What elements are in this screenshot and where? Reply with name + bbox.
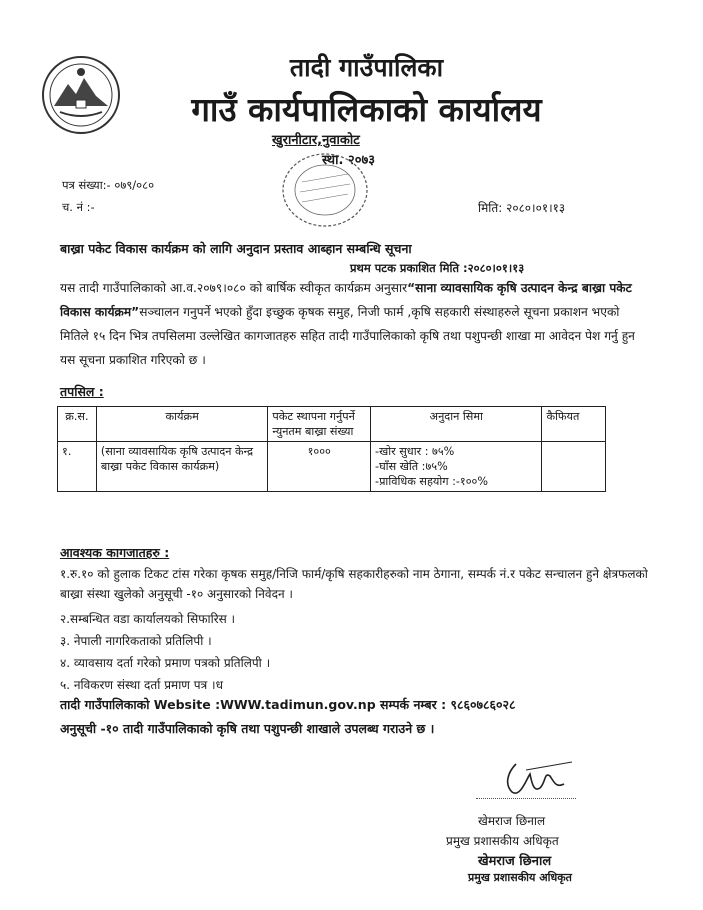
required-documents-heading: आवश्यक कागजातहरु : — [60, 545, 170, 560]
document-item: २.सम्बन्धित वडा कार्यालयको सिफारिस । — [60, 612, 236, 626]
name-stamp: खेमराज छिनाल — [478, 854, 552, 869]
cell-remarks — [542, 442, 606, 492]
office-title: गाउँ कार्यपालिकाको कार्यालय — [191, 90, 542, 129]
grant-item: -खोर सुधार : ७५% — [375, 445, 455, 458]
table-header-row — [58, 407, 606, 442]
website-contact-line: तादी गाउँपालिकाको Website :WWW.tadimun.gov.np सम्पर्क नम्बर : ९८६०७८६०२८ — [60, 697, 516, 712]
signer-title: प्रमुख प्रशासकीय अधिकृत — [446, 834, 559, 848]
office-seal-stamp — [270, 142, 380, 232]
signature-line — [476, 798, 576, 799]
table-row — [58, 442, 606, 492]
document-item: १.रु.१० को हुलाक टिकट टांस गरेका कृषक समुह/निजि फार्म/कृषि सहकारीहरुको नाम ठेगाना, सम्पर्क नं.र पकेट सन्चालन हुने क्षेत्रफलको बाख्रा संस्था खुलेको अनुसूची -१० अनुसारको निवेदन । — [60, 567, 648, 601]
notice-body — [60, 276, 640, 372]
header-grant-limit: अनुदान सिमा — [371, 407, 542, 442]
notice-body-rest: सञ्चालन गनुपर्ने भएको हुँदा इच्छुक कृषक समुह, निजी फार्म ,कृषि सहकारी संस्थाहरुले सूचना प्रकाशन भएको मितिले १५ दिन भित्र तपसिलमा उल्लेखित कागजातहरु सहित तादी गाउँपालिकाको कृषि तथा पशुपन्छी शाखा मा आवेदन पेश गर्नु हुन यस सूचना प्रकाशित गरिएको छ । — [60, 305, 635, 367]
cell-sn: १. — [58, 442, 97, 492]
published-date: प्रथम पटक प्रकाशित मिति :२०८०।०१।१३ — [350, 261, 525, 275]
details-table — [57, 406, 606, 492]
org-name: तादी गाउँपालिका — [289, 53, 444, 82]
letter-date: मिति: २०८०।०१।१३ — [478, 201, 566, 215]
annex-note-line: अनुसूची -१० तादी गाउँपालिकाको कृषि तथा पशुपन्छी शाखाले उपलब्ध गराउने छ । — [60, 721, 435, 736]
signer-name: खेमराज छिनाल — [478, 814, 546, 828]
established-year: स्था. २०७३ — [322, 153, 375, 168]
grant-item: -प्राविधिक सहयोग :-१००% — [375, 475, 489, 488]
cell-grant-limit — [371, 442, 542, 492]
header-program: कार्यक्रम — [96, 407, 268, 442]
notice-subject: बाख्रा पकेट विकास कार्यक्रम को लागि अनुदान प्रस्ताव आब्हान सम्बन्धि सूचना — [60, 241, 412, 256]
cell-program: (साना व्यावसायिक कृषि उत्पादन केन्द्र बाख्रा पकेट विकास कार्यक्रम) — [96, 442, 268, 492]
header-sn: क्र.स. — [58, 407, 97, 442]
document-item: ४. व्यावसाय दर्ता गरेको प्रमाण पत्रको प्रतिलिपी । — [60, 656, 271, 670]
header-min-goats: पकेट स्थापना गर्नुपर्ने न्युनतम बाख्रा संख्या — [268, 407, 371, 442]
header-remarks: कैफियत — [542, 407, 606, 442]
document-item: ५. नविकरण संस्था दर्ता प्रमाण पत्र ।ध — [60, 678, 223, 692]
document-item: ३. नेपाली नागरिकताको प्रतिलिपी । — [60, 634, 212, 648]
dispatch-number: च. नं :- — [62, 200, 95, 214]
reference-number: पत्र संख्या:- ०७९/०८० — [62, 178, 155, 192]
office-address: खुरानीटार,नुवाकोट — [272, 133, 360, 148]
notice-body-intro: यस तादी गाउँपालिकाको आ.व.२०७९।०८० को बार्षिक स्वीकृत कार्यक्रम अनुसार — [60, 281, 408, 295]
notice-program-name: “साना व्यावसायिक कृषि उत्पादन केन्द्र बाख्रा पकेट विकास कार्यक्रम” — [60, 281, 632, 319]
grant-item: -घाँस खेति :७५% — [375, 460, 448, 473]
handwritten-signature — [486, 758, 576, 802]
cell-min-goats: १००० — [268, 442, 371, 492]
details-heading: तपसिल : — [60, 384, 104, 399]
title-stamp: प्रमुख प्रशासकीय अधिकृत — [468, 871, 572, 884]
